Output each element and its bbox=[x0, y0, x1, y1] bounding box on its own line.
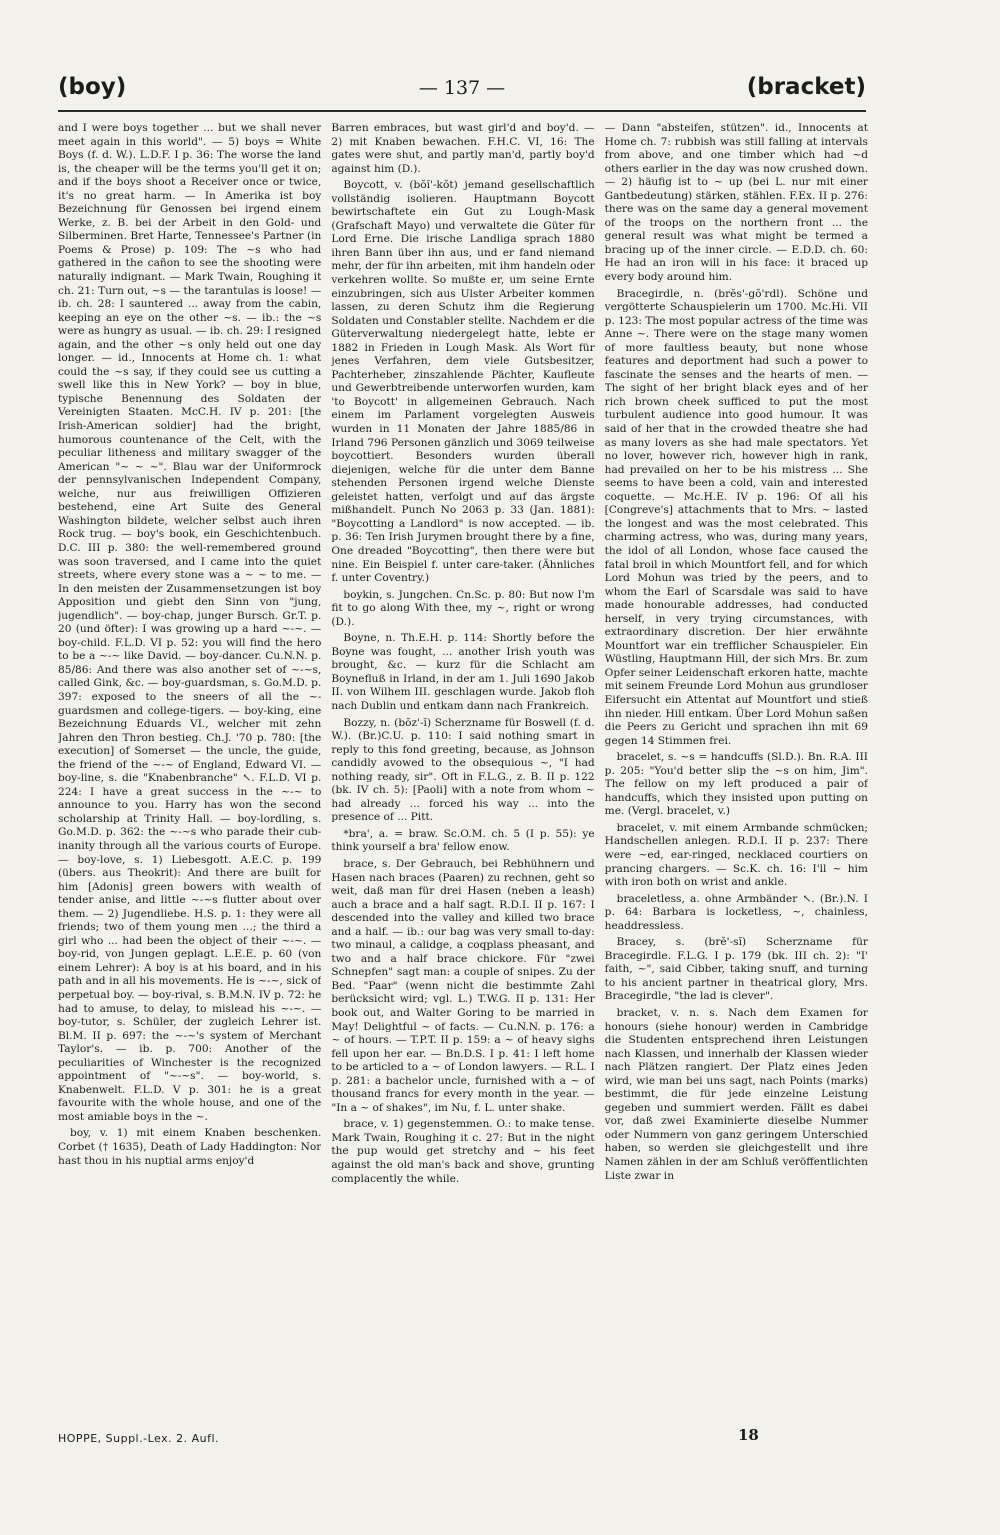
right-guide-word: (bracket) bbox=[746, 74, 866, 100]
footer-imprint: HOPPE, Suppl.-Lex. 2. Aufl. bbox=[58, 1432, 220, 1445]
header-rule bbox=[58, 110, 866, 112]
text-columns bbox=[58, 122, 868, 1418]
column-right bbox=[605, 122, 868, 1418]
entry-paragraph: Barren embraces, but wast girl'd and boy'd. — 2) mit Knaben bewachen. F.H.C. VI, 16: The gates were shut, and partly man'd, partly boy'd against him (D.). bbox=[331, 122, 595, 175]
entry-paragraph: Bozzy, n. (bŏz'-ĭ) Scherzname für Boswell (f. d. W.). (Br.)C.U. p. 110: I said nothing smart in reply to this fond greeting, because, as Johnson candidly avowed to the obsequious ~, "I had nothing ready, sir". Oft in F.L.G., z. B. II p. 122 (bk. IV ch. 5): [Paoli] with a note from whom ~ had already ... forced his way ... into the presence of ... Pitt. bbox=[331, 716, 595, 824]
entry-paragraph: brace, v. 1) gegenstemmen. O.: to make tense. Mark Twain, Roughing it c. 27: But in the night the pup would get stretchy and ~ his feet against the old man's back and shove, grunting complacently the while. bbox=[331, 1118, 595, 1185]
column-middle bbox=[331, 122, 594, 1418]
entry-paragraph: boykin, s. Jungchen. Cn.Sc. p. 80: But now I'm fit to go along With thee, my ~, right or wrong (D.). bbox=[331, 588, 595, 628]
left-guide-word: (boy) bbox=[58, 74, 127, 100]
entry-paragraph: *bra', a. = braw. Sc.O.M. ch. 5 (I p. 55): ye think yourself a bra' fellow enow. bbox=[331, 827, 595, 854]
entry-paragraph: brace, s. Der Gebrauch, bei Rebhühnern und Hasen nach braces (Paaren) zu rechnen, geht so weit, daß man für drei Hasen (neben a leash) auch a brace and a half sagt. R.D.I. II p. 167: I descended into the valley and killed two brace and a half. — ib.: our bag was very small to-day: two minaul, a calidge, a coqplass pheasant, and two and a half brace chickore. Für "zwei Schnepfen" sagt man: a couple of snipes. Zu der Bed. "Paar" (wenn nicht die bestimmte Zahl berücksicht wird; vgl. L.) T.W.G. II p. 131: Her book out, and Walter Goring to be married in May! Delightful ~ of facts. — Cu.N.N. p. 176: a ~ of hours. — T.P.T. II p. 159: a ~ of heavy sighs fell upon her ear. — Bn.D.S. I p. 41: I left home to be articled to a ~ of London lawyers. — R.L. I p. 281: a bachelor uncle, furnished with a ~ of thousand francs for every month in the year. — "In a ~ of shakes", im Nu, f. L. unter shake. bbox=[331, 857, 595, 1114]
page-header bbox=[58, 70, 866, 106]
entry-paragraph: boy, v. 1) mit einem Knaben beschenken. Corbet († 1635), Death of Lady Haddington: Nor hast thou in his nuptial arms enjoy'd bbox=[58, 1127, 322, 1167]
footer-signature: 18 bbox=[738, 1426, 759, 1444]
entry-paragraph: bracelet, s. ~s = handcuffs (Sl.D.). Bn. R.A. III p. 205: "You'd better slip the ~s on him, Jim". The fellow on my left produced a pair of handcuffs, which they insisted upon putting on me. (Vergl. bracelet, v.) bbox=[604, 751, 868, 818]
page-number: — 137 — bbox=[418, 77, 506, 99]
entry-paragraph: and I were boys together ... but we shall never meet again in this world". — 5) boys = White Boys (f. d. W.). L.D.F. I p. 36: The worse the land is, the cheaper will be the terms you'll get it on; and if the boys shoot a Receiver once or twice, it's no great harm. — In Amerika ist boy Bezeichnung für Genossen bei irgend einem Werke, z. B. bei der Arbeit in den Gold- und Silberminen. Bret Harte, Tennessee's Partner (in Poems & Prose) p. 109: The ~s who had gathered in the cañon to see the shooting were naturally indignant. — Mark Twain, Roughing it ch. 21: Turn out, ~s — the tarantulas is loose! — ib. ch. 28: I sauntered ... away from the cabin, keeping an eye on the other ~s. — ib.: the ~s were as hungry as usual. — ib. ch. 29: I resigned again, and the other ~s only held out one day longer. — id., Innocents at Home ch. 1: what could the ~s say, if they could see us cutting a swell like this in New York? — boy in blue, typische Benennung des Soldaten der Vereinigten Staaten. McC.H. IV p. 201: [the Irish-American soldier] had the bright, humorous countenance of the Celt, with the peculiar litheness and military swagger of the American "~ ~ ~". Blau war der Uniformrock der pennsylvanischen Independent Company, welche, nur aus freiwilligen Offizieren bestehend, eine Art Suite des General Washington bildete, welcher selbst auch ihren Rock trug. — boy's book, ein Geschichtenbuch. D.C. III p. 380: the well-remembered ground was soon traversed, and I came into the quiet streets, where every stone was a ~ ~ to me. — In den meisten der Zusammensetzungen ist boy Apposition und giebt den Sinn von "jung, jugendlich". — boy-chap, junger Bursch. Gr.T. p. 20 (und öfter): I was growing up a hard ~-~. — boy-child. F.L.D. VI p. 52: you will find the hero to be a ~-~ like David. — boy-dancer. Cu.N.N. p. 85/86: And there was also another set of ~-~s, called Gink, &c. — boy-guardsman, s. Go.M.D. p. 397: exposed to the sneers of all the ~-guardsmen and college-tigers. — boy-king, eine Bezeichnung Eduards VI., welcher mit zehn Jahren den Thron bestieg. Ch.J. '70 p. 780: [the execution] of Somerset — the uncle, the guide, the friend of the ~-~ of England, Edward VI. — boy-line, s. die "Knabenbranche" ↖. F.L.D. VI p. 224: I have a great success in the ~-~ to announce to you. Harry has won the second scholarship at Trinity Hall. — boy-lordling, s. Go.M.D. p. 362: the ~-~s who parade their cub-inanity through all the various courts of Europe. — boy-love, s. 1) Liebesgott. A.E.C. p. 199 (übers. aus Theokrit): And there are built for him [Adonis] green bowers with wealth of tender anise, and little ~-~s flutter about over them. — 2) Jugendliebe. H.S. p. 1: they were all friends; two of them young men ...; the third a girl who ... had been the object of their ~-~. — boy-rid, von Jungen geplagt. L.E.E. p. 60 (von einem Lehrer): A boy is at his board, and in his path and in all his movements. He is ~-~, sick of perpetual boy. — boy-rival, s. B.M.N. IV p. 72: he had to amuse, to delay, to mislead his ~-~. — boy-tutor, s. Schüler, der zugleich Lehrer ist. Bl.M. II p. 697: the ~-~'s system of Merchant Taylor's. — ib. p. 700: Another of the peculiarities of Winchester is the recognized appointment of "~-~s". — boy-world, s. Knabenwelt. F.L.D. V p. 301: he is a great favourite with the whole house, and one of the most amiable boys in the ~. bbox=[58, 122, 322, 1123]
entry-paragraph: bracket, v. n. s. Nach dem Examen for honours (siehe honour) werden in Cambridge die Studenten entsprechend ihren Leistungen nach Klassen, und innerhalb der Klassen wieder nach Plätzen rangiert. Der Platz eines Jeden wird, wie man bei uns sagt, nach Points (marks) bestimmt, die für jede einzelne Leistung gegeben und summiert werden. Fällt es dabei vor, daß zwei Examinierte dieselbe Nummer oder Nummern von ganz geringem Unterschied haben, so werden sie gleichgestellt und ihre Namen zählen in der am Schluß veröffentlichten Liste zwar in bbox=[604, 1007, 868, 1182]
entry-paragraph: — Dann "absteifen, stützen". id., Innocents at Home ch. 7: rubbish was still falling at intervals from above, and one timber which had ~d others earlier in the day was now crushed down. — 2) häufig ist to ~ up (bei L. nur mit einer Gantbedeutung) stärken, stählen. F.Ex. II p. 276: there was on the same day a general movement of the troops on the northern front ... the general result was what might be termed a bracing up of the inner circle. — E.D.D. ch. 60: He had an iron will in his face: it braced up every body around him. bbox=[604, 122, 868, 284]
entry-paragraph: bracelet, v. mit einem Armbande schmücken; Handschellen anlegen. R.D.I. II p. 237: There were ~ed, ear-ringed, necklaced courtiers on prancing chargers. — Sc.K. ch. 16: I'll ~ him with iron both on wrist and ankle. bbox=[604, 821, 868, 889]
entry-paragraph: Bracey, s. (brĕ'-sĭ) Scherzname für Bracegirdle. F.L.G. I p. 179 (bk. III ch. 2): "I' faith, ~", said Cibber, taking snuff, and turning to his ancient partner in theatrical glory, Mrs. Bracegirdle, "the lad is clever". bbox=[604, 936, 868, 1003]
entry-paragraph: braceletless, a. ohne Armbänder ↖. (Br.).N. I p. 64: Barbara is locketless, ~, chainless, headdressless. bbox=[604, 892, 868, 932]
column-left bbox=[58, 122, 321, 1418]
entry-paragraph: Bracegirdle, n. (brĕs'-gŏ'rdl). Schöne und vergötterte Schauspielerin um 1700. Mc.Hi. VII p. 123: The most popular actress of the time was Anne ~. There were on the stage many women of more faultless beauty, but none whose features and deportment had such a power to fascinate the senses and the hearts of men. — The sight of her bright black eyes and of her rich brown cheek sufficed to put the most turbulent audience into good humour. It was said of her that in the crowded theatre she had as many lovers as she had male spectators. Yet no lover, however rich, however high in rank, had prevailed on her to be his mistress ... She seems to have been a cold, vain and interested coquette. — Mc.H.E. IV p. 196: Of all his [Congreve's] attachments that to Mrs. ~ lasted the longest and was the most celebrated. This charming actress, who was, during many years, the idol of all London, whose face caused the fatal broil in which Mountfort fell, and for which Lord Mohun was tried by the peers, and to whom the Earl of Scarsdale was said to have made honourable addresses, had conducted herself, in very trying circumstances, with extraordinary discretion. Der hier erwähnte Mountfort war ein trefflicher Schauspieler. Ein Wüstling, Hauptmann Hill, der sich Mrs. Br. zum Opfer seiner Leidenschaft erkoren hatte, machte mit seinem Freunde Lord Mohun aus grundloser Eifersucht ein Attentat auf Mountfort und stieß ihn nieder. Hill entkam. Über Lord Mohun saßen die Peers zu Gericht und sprachen ihn mit 69 gegen 14 Stimmen frei. bbox=[604, 287, 868, 747]
entry-paragraph: Boyne, n. Th.E.H. p. 114: Shortly before the Boyne was fought, ... another Irish youth was brought, &c. — kurz für die Schlacht am Boynefluß in Irland, in der am 1. Juli 1690 Jakob II. von Wilhem III. geschlagen wurde. Jakob floh nach Dublin und entkam dann nach Frankreich. bbox=[331, 632, 595, 712]
entry-paragraph: Boycott, v. (bŏĭ'-kŏt) jemand gesellschaftlich vollständig isolieren. Hauptmann Boycott bewirtschaftete ein Gut zu Lough-Mask (Grafschaft Mayo) und verwaltete die Güter für Lord Erne. Die irische Landliga sprach 1880 ihren Bann über ihn aus, und er fand niemand mehr, der für ihn arbeiten, mit ihm handeln oder verkehren wollte. So mußte er, um seine Ernte einzubringen, sich aus Ulster Arbeiter kommen lassen, zu deren Schutz ihm die Regierung Soldaten und Constabler stellte. Nachdem er die Güterverwaltung niedergelegt hatte, lebte er 1882 in Frieden in Lough Mask. Als Wort für jenes Verfahren, dem viele Gutsbesitzer, Pachterheber, zinszahlende Pächter, Kaufleute und Gewerbtreibende unterworfen wurden, kam 'to Boycott' in allgemeinen Gebrauch. Nach einem im Parlament vorgelegten Ausweis wurden in 11 Monaten der Jahre 1885/86 in Irland 796 Personen gänzlich und 3069 teilweise boycottiert. Besonders wurden überall diejenigen, welche für die unter dem Banne stehenden Personen irgend welche Dienste geleistet hatten, verfolgt und auf das ärgste mißhandelt. Punch No 2063 p. 33 (Jan. 1881): "Boycotting a Landlord" is now accepted. — ib. p. 36: Ten Irish Jurymen brought there by a fine, One dreaded "Boycotting", then there were but nine. Ein Beispiel f. unter care-taker. (Ähnliches f. unter Coventry.) bbox=[331, 179, 595, 585]
